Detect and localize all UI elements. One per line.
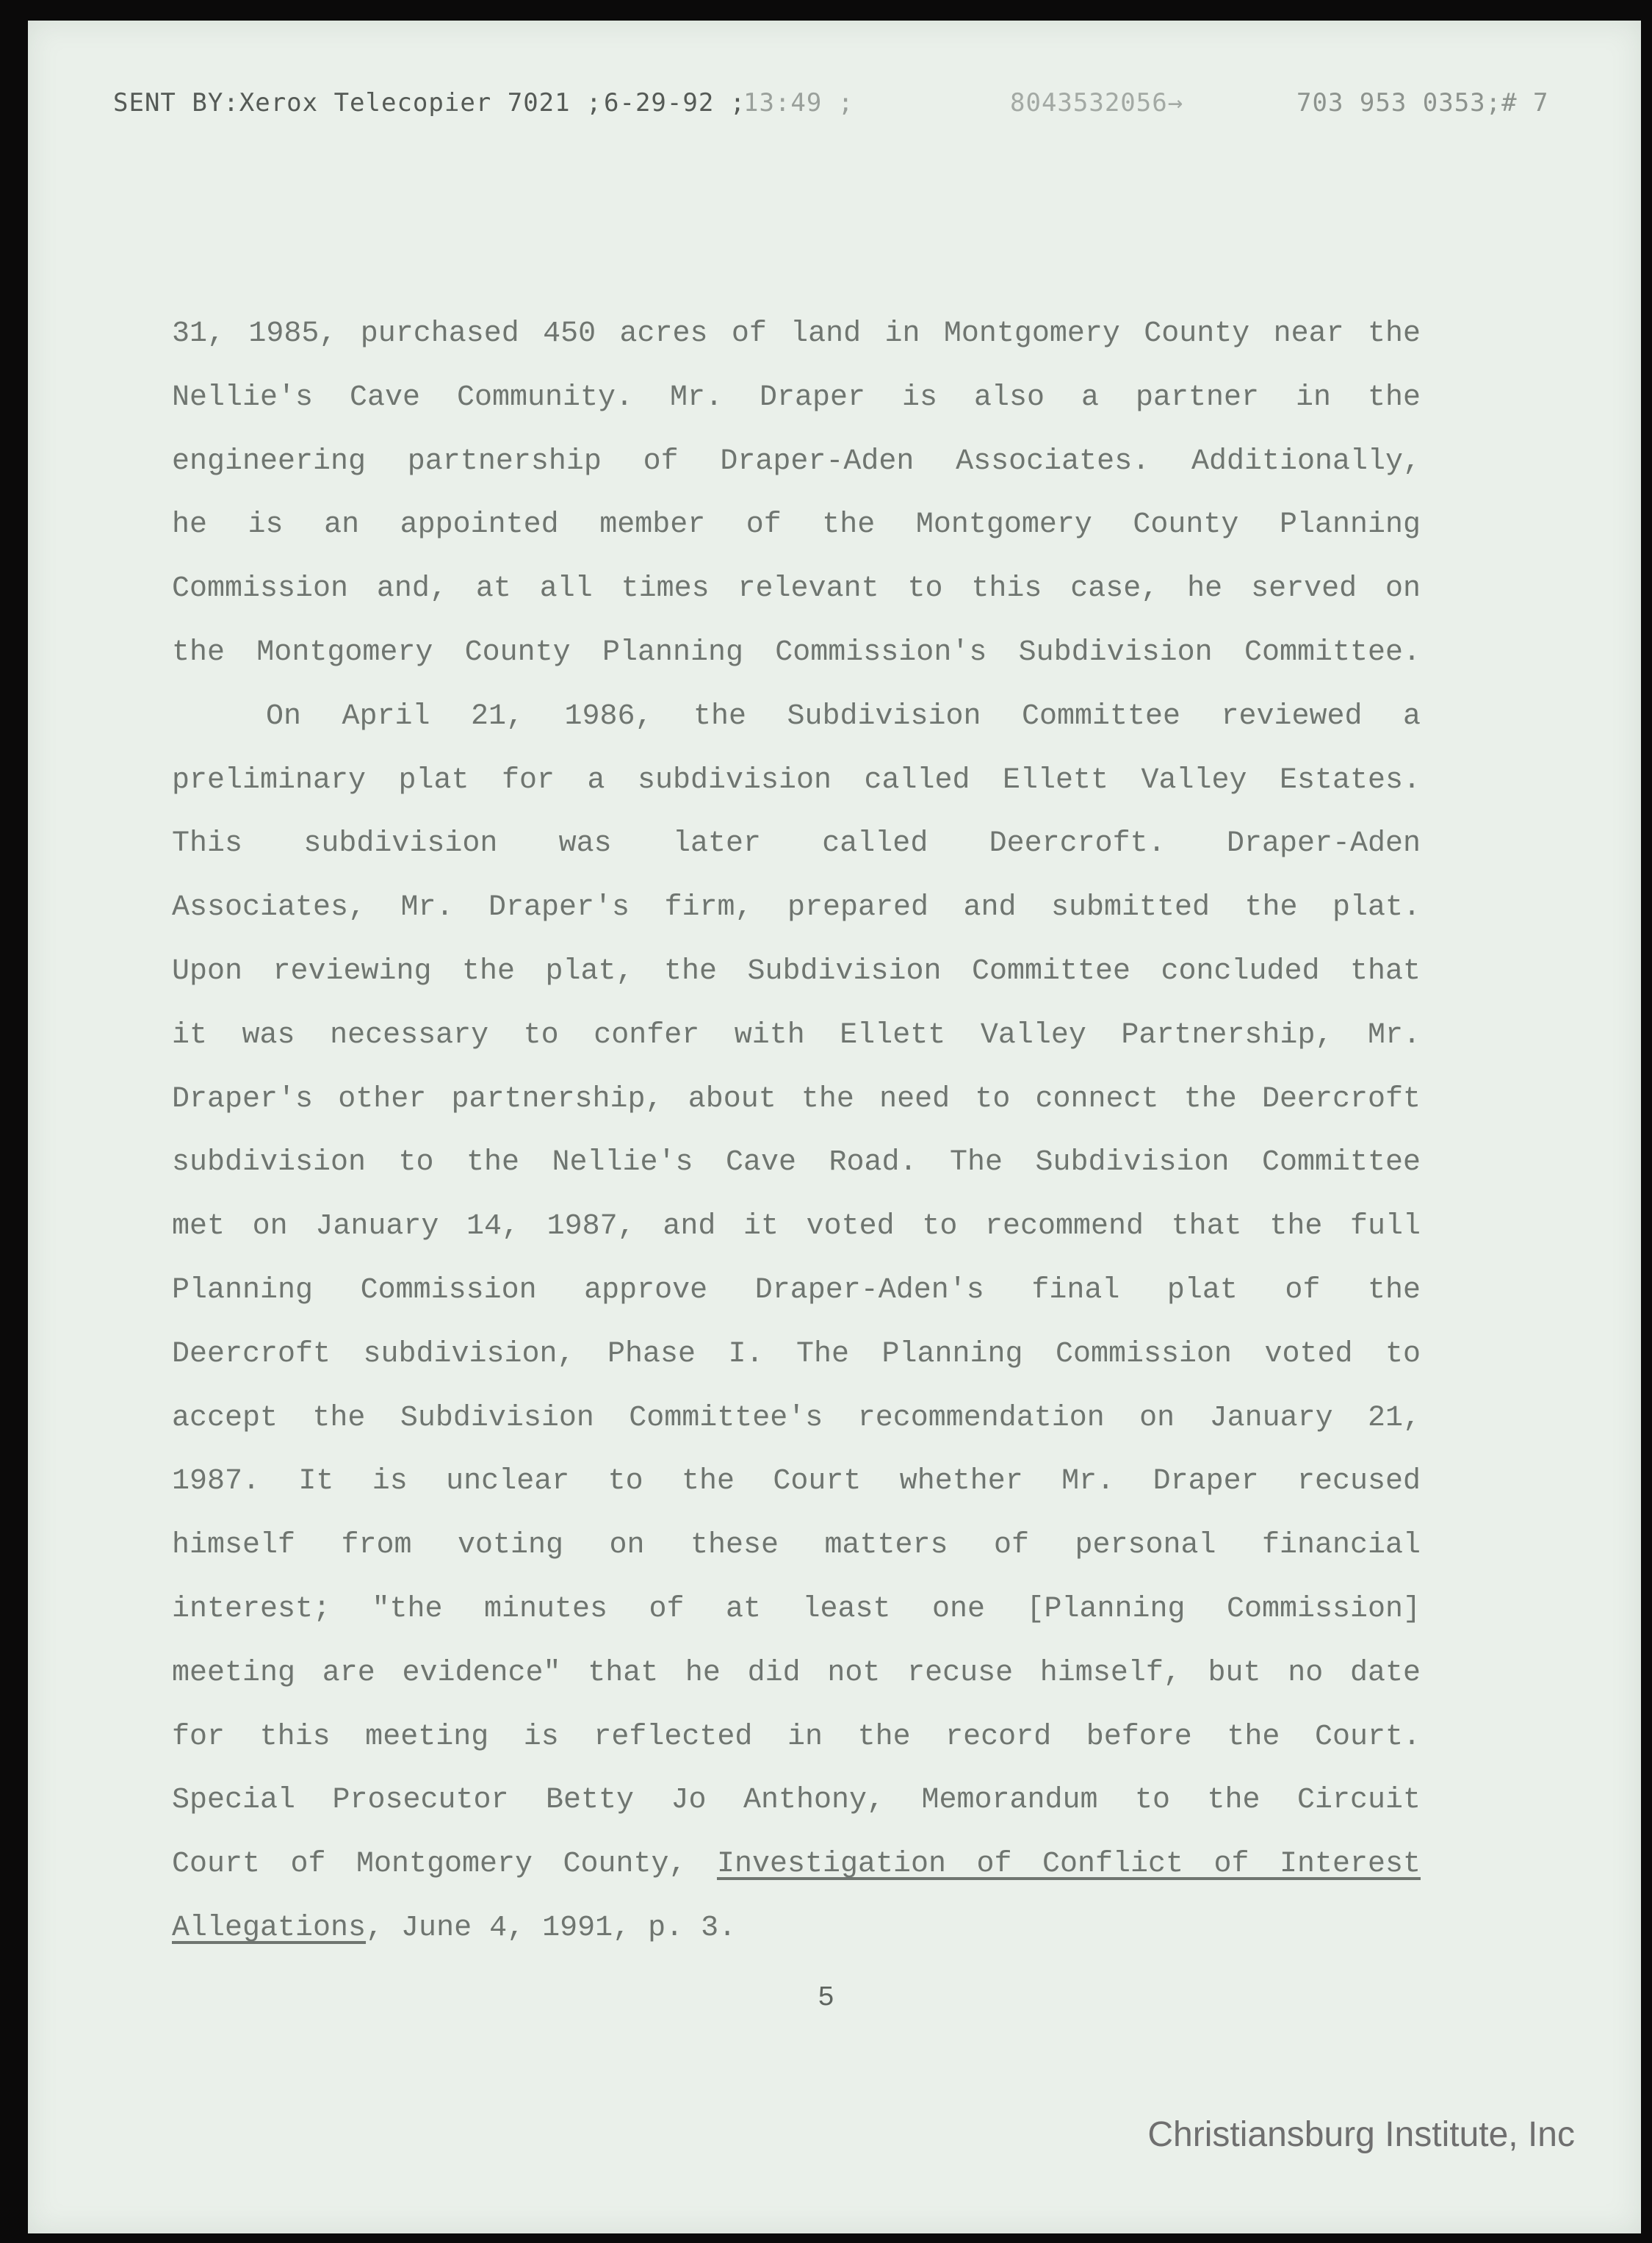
text-line: he is an appointed member of the Montgomery County Planning bbox=[172, 508, 1421, 542]
text-segment: Court of Montgomery County, bbox=[172, 1848, 687, 1882]
text-line: accept the Subdivision Committee's recommendation on January 21, bbox=[172, 1401, 1421, 1435]
fax-time: 13:49 ; bbox=[743, 88, 854, 118]
text-line: Special Prosecutor Betty Jo Anthony, Memorandum to the Circuit bbox=[172, 1784, 1421, 1818]
text-line: met on January 14, 1987, and it voted to recommend that the full bbox=[172, 1210, 1421, 1244]
watermark: Christiansburg Institute, Inc bbox=[1147, 2115, 1575, 2154]
text-line: Planning Commission approve Draper-Aden's final plat of the bbox=[172, 1273, 1421, 1307]
text-line: Nellie's Cave Community. Mr. Draper is also a partner in the bbox=[172, 381, 1421, 414]
text-line: On April 21, 1986, the Subdivision Committee reviewed a bbox=[266, 699, 1421, 733]
text-line: himself from voting on these matters of personal financial bbox=[172, 1529, 1421, 1563]
fax-header bbox=[0, 88, 1652, 132]
page-number: 5 bbox=[818, 1982, 834, 2014]
text-line: for this meeting is reflected in the record before the Court. bbox=[172, 1720, 1421, 1754]
text-line: Associates, Mr. Draper's firm, prepared and submitted the plat. bbox=[172, 891, 1421, 925]
fax-sender: SENT BY:Xerox Telecopier 7021 ; bbox=[113, 88, 602, 118]
text-line: it was necessary to confer with Ellett Valley Partnership, Mr. bbox=[172, 1018, 1421, 1052]
citation-tail: , June 4, 1991, p. 3. bbox=[366, 1911, 737, 1945]
text-line: Upon reviewing the plat, the Subdivision Committee concluded that bbox=[172, 954, 1421, 988]
text-line: This subdivision was later called Deercroft. Draper-Aden bbox=[172, 827, 1421, 861]
text-line: Deercroft subdivision, Phase I. The Planning Commission voted to bbox=[172, 1337, 1421, 1371]
citation-line bbox=[172, 1833, 1421, 1897]
text-line: subdivision to the Nellie's Cave Road. The Subdivision Committee bbox=[172, 1146, 1421, 1180]
text-line: Commission and, at all times relevant to this case, he served on bbox=[172, 572, 1421, 606]
text-line: interest; "the minutes of at least one [Planning Commission] bbox=[172, 1592, 1421, 1626]
text-line: Draper's other partnership, about the need to connect the Deercroft bbox=[172, 1082, 1421, 1116]
citation-title: Investigation of Conflict of Interest bbox=[716, 1848, 1421, 1882]
text-line: 1987. It is unclear to the Court whether Mr. Draper recused bbox=[172, 1465, 1421, 1499]
citation-title-end: Allegations bbox=[172, 1911, 367, 1945]
text-line: preliminary plat for a subdivision called Ellett Valley Estates. bbox=[172, 763, 1421, 797]
text-line: meeting are evidence" that he did not recuse himself, but no date bbox=[172, 1656, 1421, 1690]
text-line: 31, 1985, purchased 450 acres of land in Montgomery County near the bbox=[172, 317, 1421, 350]
fax-date: 6-29-92 ; bbox=[604, 88, 746, 118]
fax-destination-number: 703 953 0353;# 7 bbox=[1296, 88, 1549, 118]
text-line: the Montgomery County Planning Commission's Subdivision Committee. bbox=[172, 636, 1421, 669]
body-text bbox=[172, 303, 1421, 1961]
citation-line-end bbox=[172, 1897, 1421, 1961]
text-line: engineering partnership of Draper-Aden Associates. Additionally, bbox=[172, 444, 1421, 478]
fax-source-number: 8043532056→ bbox=[1010, 88, 1184, 118]
